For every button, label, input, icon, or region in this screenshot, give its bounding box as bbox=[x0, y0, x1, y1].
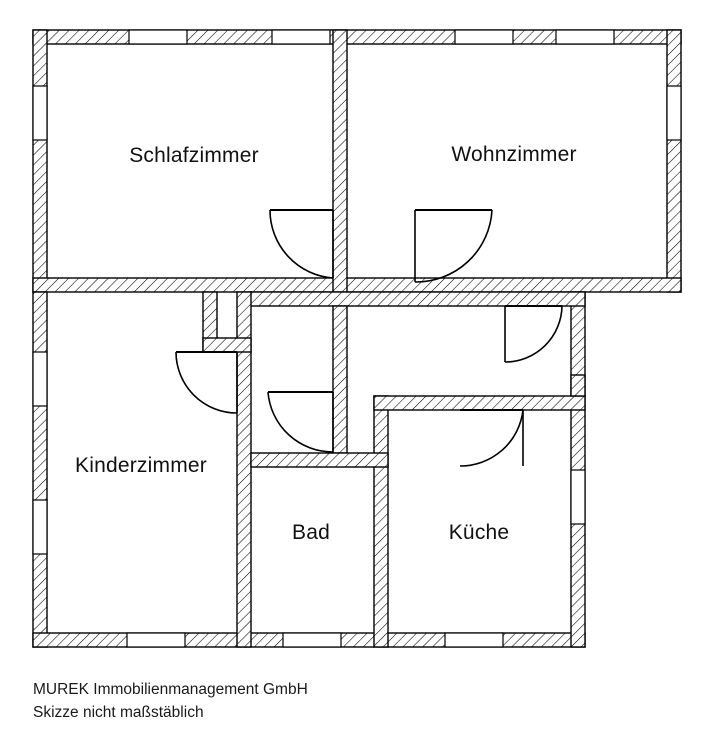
room-label-wohnzimmer: Wohnzimmer bbox=[451, 143, 577, 166]
footer-disclaimer: Skizze nicht maßstäblich bbox=[33, 704, 204, 721]
walls-group bbox=[33, 30, 681, 647]
door-wohnzimmer bbox=[415, 210, 492, 282]
door-flur-rechts bbox=[505, 306, 562, 362]
footer-company: MUREK Immobilienmanagement GmbH bbox=[33, 681, 308, 698]
room-label-bad: Bad bbox=[292, 521, 330, 544]
room-label-schlafzimmer: Schlafzimmer bbox=[129, 144, 259, 167]
room-label-kueche: Küche bbox=[448, 521, 510, 544]
door-kinderzimmer bbox=[176, 352, 237, 413]
door-bad bbox=[268, 392, 333, 452]
door-schlafzimmer bbox=[270, 210, 333, 278]
door-kueche bbox=[460, 410, 523, 466]
footer bbox=[33, 678, 308, 724]
room-label-kinderzimmer: Kinderzimmer bbox=[75, 454, 207, 477]
